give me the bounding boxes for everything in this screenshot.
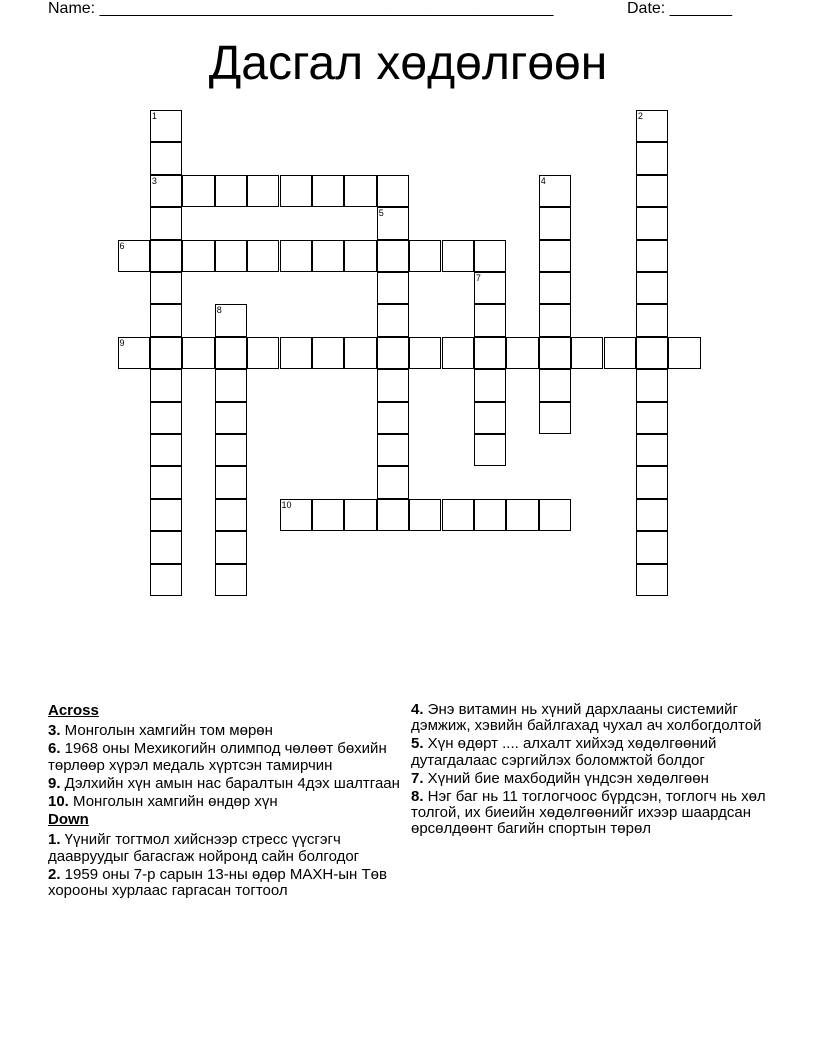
clue-item-text: Монголын хамгийн том мөрөн <box>60 722 273 740</box>
date-blank[interactable]: _______ <box>669 0 732 17</box>
clue-item-text: Үүнийг тогтмол хийснээр стресс үүсгэгч даавруудыг багасгаж нойронд сайн болгодог <box>48 831 360 865</box>
clue-number: 3 <box>151 175 157 186</box>
clue-number: 2 <box>637 111 643 121</box>
clue-number: 1 <box>151 111 157 121</box>
clue-number: 7 <box>475 273 481 283</box>
clue-item <box>48 832 408 864</box>
clue-item <box>48 794 408 810</box>
clue-item-number: 2. <box>48 865 61 883</box>
clue-item <box>48 776 408 792</box>
clue-item-text: 1968 оны Мехикогийн олимпод чөлөөт бөхийн төрлөөр хүрэл медаль хүртсэн тамирчин <box>48 740 387 774</box>
clue-item-number: 4. <box>411 701 424 718</box>
clue-number: 8 <box>216 305 222 316</box>
clue-item <box>411 789 781 838</box>
clue-item-text: Дэлхийн хүн амын нас баралтын 4дэх шалтгаан <box>60 774 400 792</box>
clue-number: 9 <box>119 337 125 348</box>
clue-item-number: 7. <box>411 769 424 787</box>
clue-item-number: 10. <box>48 793 69 811</box>
clue-item-number: 3. <box>48 722 61 740</box>
clue-item <box>48 867 408 899</box>
clues-column-right <box>411 702 781 840</box>
across-heading: Across <box>48 702 99 719</box>
clue-number: 4 <box>540 175 546 186</box>
clue-item-number: 1. <box>48 831 61 849</box>
clue-item <box>411 736 781 768</box>
clue-item-number: 6. <box>48 740 61 758</box>
clue-item-text: Хүний бие махбодийн үндсэн хөдөлгөөн <box>423 769 709 787</box>
clue-number: 5 <box>378 208 384 219</box>
clue-item-text: Энэ витамин нь хүний дархлааны системийг дэмжиж, хэвийн байлгахад чухал ач холбогдолтой <box>411 701 762 735</box>
clue-item <box>48 741 408 773</box>
clue-item-text: Монголын хамгийн өндөр хүн <box>68 793 278 811</box>
clues-column-left <box>48 702 408 901</box>
clue-item-number: 5. <box>411 735 424 753</box>
clue-item-text: Нэг баг нь 11 тоглогчоос бүрдсэн, тоглогч нь хөл толгой, их биеийн хөдөлгөөнийг ихээр шаардсан өрсөлдөөнт багийн спортын төрөл <box>411 788 766 838</box>
across-clues <box>48 723 408 810</box>
clue-item <box>48 723 408 739</box>
clue-number: 6 <box>119 240 125 251</box>
page-title: Дасгал хөдөлгөөн <box>208 37 608 90</box>
clue-item <box>411 771 781 787</box>
down-heading: Down <box>48 811 89 829</box>
down-clues-right <box>411 702 781 838</box>
clue-item-text: 1959 оны 7-р сарын 13-ны өдөр МАХН-ын Төв хорооны хурлаас гаргасан тогтоол <box>48 865 387 900</box>
clue-number: 10 <box>281 499 292 510</box>
name-blank[interactable]: ___________________________________________________ <box>99 0 554 17</box>
name-label: Name: <box>48 0 96 17</box>
date-label: Date: <box>627 0 666 17</box>
clue-item-number: 8. <box>411 788 424 806</box>
down-clues-left <box>48 832 408 899</box>
clue-item <box>411 702 781 734</box>
clue-item-text: Хүн өдөрт .... алхалт хийхэд хөдөлгөөний дутагдалаас сэргийлэх боломжтой болдог <box>411 735 717 769</box>
clue-item-number: 9. <box>48 774 61 792</box>
